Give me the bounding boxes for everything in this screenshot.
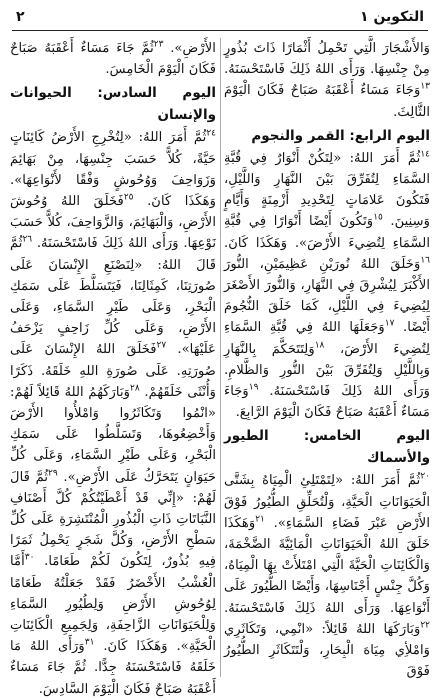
running-header xyxy=(12,8,428,31)
verse-text: الأَرْضِ». xyxy=(170,41,216,56)
verse-text: وَجَاءَ مَسَاءٌ أَعْقَبَهُ صَبَاحٌ فَكَانَ الْيَوْمَ الثَّالِثَ. xyxy=(224,83,430,120)
page-number: ٢ xyxy=(16,9,25,25)
verse-number: ١٧ xyxy=(384,319,395,330)
verse-paragraph xyxy=(224,38,430,123)
verse-text: وَرَأَى اللهُ مَا خَلَقَهُ فَاسْتَحْسَنَهُ جِدًّا. ثُمَّ جَاءَ مَسَاءٌ أَعْقَبَهُ صَبَاحٌ فَكَانَ الْيَوْمَ السَّادِسَ. xyxy=(10,639,216,697)
verse-paragraph xyxy=(224,148,430,424)
verse-number: ١٤ xyxy=(420,149,430,160)
verse-number: ١٦ xyxy=(420,255,430,266)
verse-number: ٣١ xyxy=(84,637,95,648)
verse-number: ٢٣ xyxy=(153,39,164,50)
verse-text: أَمَّا الْعُشْبُ الأَخْضَرُ فَقَدْ جَعَلْتُهُ طَعَامًا لِوُحُوشِ الأَرْضِ وَلِطُيُورِ السَّمَاءِ وَلِلْحَيَوَانَاتِ الزَّاحِفَةِ، وَلِجَمِيعِ الْكَائِنَاتِ الْحَيَّةِ». وَهَكَذَا كَانَ. xyxy=(10,554,216,655)
verse-text: فَخَلَقَ اللهُ وُحُوشَ الأَرْضِ، وَالْبَهَائِمَ، وَالزَّوَاحِفَ، كُلاًّ حَسَبَ نَوْعِهَا. وَرَأَى اللهُ ذَلِكَ فَاسْتَحْسَنَهُ. xyxy=(10,194,216,252)
verse-text: وَالأَشْجَارَ الَّتِي تَحْمِلُ أَثْمَارًا ذَاتَ بُذُورٍ مِنْ جِنْسِهَا. وَرَأَى اللهُ ذَلِكَ فَاسْتَحْسَنَهُ. xyxy=(224,41,430,78)
verse-number: ٢٢ xyxy=(420,620,430,631)
verse-number: ٢٧ xyxy=(156,341,167,352)
verse-paragraph xyxy=(10,38,216,80)
verse-text: ثُمَّ أَمَرَ اللهُ: «لِتَمْتَلِئِ الْمِيَاهُ بِشَتَّى الْحَيَوَانَاتِ الْحَيَّةِ، وَلْتُحَلِّقِ الطُّيُورُ فَوْقَ الأَرْضِ عَبْرَ فَضَاءِ السَّمَاءِ». xyxy=(224,473,430,531)
verse-number: ٢١ xyxy=(255,514,265,525)
verse-text: وَتَكُونَ أَيْضًا أَنْوَارًا فِي قُبَّةِ السَّمَاءِ لِتُضِيءَ الأَرْضَ». وَهَكَذَا كَانَ. xyxy=(224,214,430,251)
verse-number: ١٥ xyxy=(373,213,383,224)
verse-text: ثُمَّ أَمَرَ اللهُ: «لِتَكُنْ أَنْوَارٌ فِي قُبَّةِ السَّمَاءِ لِتُفَرِّقَ بَيْنَ النَّهَارِ وَاللَّيْلِ، فَتَكُونَ عَلامَاتٍ لِتَحْدِيدِ أَزْمِنَةٍ وَأَيَّامٍ وَسِنِينَ. xyxy=(224,150,430,230)
verse-number: ٢٦ xyxy=(22,235,33,246)
verse-number: ١٣ xyxy=(420,82,430,93)
verse-paragraph xyxy=(10,127,216,699)
verse-number: ١٨ xyxy=(314,340,325,351)
column-divider xyxy=(220,38,221,677)
verse-number: ٢٨ xyxy=(129,383,140,394)
verse-text: فَخَلَقَ اللهُ الإِنْسَانَ عَلَى صُورَتِهِ. عَلَى صُورَةِ اللهِ خَلَقَهُ. ذَكَرًا وَأُنْثَى خَلَقَهُمْ. xyxy=(10,342,216,400)
verse-text: وَجَعَلَهَا اللهُ فِي قُبَّةِ السَّمَاءِ لِتُضِيءَ الأَرْضَ، xyxy=(224,320,430,357)
verse-text: وَلِتَتَحَكَّمَ بِالنَّهَارِ وَبِاللَّيْلِ وَلِتُفَرِّقَ بَيْنَ النُّورِ وَالظَّلامِ. وَرَأَى اللهُ ذَلِكَ فَاسْتَحْسَنَهُ. xyxy=(224,341,430,400)
verse-text: وَخَلَقَ اللهُ نُورَيْنِ عَظِيمَيْنِ، النُّورَ الأَكْبَرَ لِيُشْرِقَ فِي النَّهَارِ، وَالنُّورَ الأَصْغَرَ لِيُضِيءَ فِي اللَّيْلِ، كَمَا خَلَقَ النُّجُومَ أَيْضًا. xyxy=(224,256,430,336)
book-chapter-title: التكوين ١ xyxy=(360,9,424,25)
section-heading: اليوم السادس: الحيوانات والإنسان xyxy=(10,85,216,124)
verse-text: وَهَكَذَا خَلَقَ اللهُ الْحَيَوَانَاتِ الْمَائِيَّةَ الضَّخْمَةَ، وَالْكَائِنَاتِ الْحَيَّةَ الَّتِي امْتَلأَتْ بِهَا الْمِيَاهُ، وَكُلَّ جِنْسٍ أَجْنَاسِهَا، وَأَيْضًا الطُّيُورَ عَلَى أَنْوَاعِهَا. وَرَأَى اللهُ ذَلِكَ فَاسْتَحْسَنَهُ. xyxy=(224,515,430,616)
verse-text: ثُمَّ أَمَرَ اللهُ: «لِتُخْرِجِ الأَرْضُ كَائِنَاتٍ حَيَّةً، كُلاًّ حَسَبَ جِنْسِهَا، مِنْ بَهَائِمَ وَزَوَاحِفَ وَوُحُوشٍ وَفْقًا لأَنْوَاعِهَا». وَهَكَذَا كَانَ. xyxy=(10,130,216,210)
verse-text: ثُمَّ جَاءَ مَسَاءٌ أَعْقَبَهُ صَبَاحٌ فَكَانَ الْيَوْمَ الْخَامِسَ. xyxy=(10,41,216,78)
verse-number: ٣٠ xyxy=(24,553,35,564)
verse-number: ٢٩ xyxy=(48,468,58,479)
verse-text: ثُمَّ قَالَ اللهُ: «لِنَصْنَعِ الإِنْسَانَ عَلَى صُورَتِنَا، كَمِثَالِنَا، فَيَتَسَلَّطَ عَلَى سَمَكِ الْبَحْرِ، وَعَلَى طَيْرِ السَّمَاءِ، وَعَلَى الأَرْضِ، وَعَلَى كُلِّ زَاحِفٍ يَزْحَفُ عَلَيْهَا». xyxy=(10,236,216,358)
verse-text: وَبَارَكَهَا اللهُ قَائِلاً: «انْمِي، وَتَكَاثَرِي وَامْلأِي مِيَاهَ الْبِحَارِ، وَلْتَتَكَاثَرِ الطُّيُورُ فَوْقَ xyxy=(224,621,430,680)
verse-number: ١٩ xyxy=(248,382,259,393)
verse-number: ٢٥ xyxy=(123,192,134,203)
verse-text: وَبَارَكَهُمُ اللهُ قَائِلاً لَهُمْ: «انْمُوا وَتَكَاثَرُوا وَامْلأُوا الأَرْضَ وَأَخْضِعُوهَا، وَتَسَلَّطُوا عَلَى سَمَكِ الْبَحْرِ، وَعَلَى طَيْرِ السَّمَاءِ، وَعَلَى كُلِّ حَيَوَانٍ يَتَحَرَّكُ عَلَى الأَرْضِ». xyxy=(10,384,216,485)
verse-number: ٢٤ xyxy=(206,129,216,140)
right-text-column xyxy=(224,38,430,680)
section-heading: اليوم الرابع: القمر والنجوم xyxy=(251,127,430,144)
section-heading: اليوم الخامس: الطيور والأسماك xyxy=(224,428,430,467)
verse-number: ٢٠ xyxy=(420,472,430,483)
verse-text: ثُمَّ قَالَ لَهُمْ: «إِنِّي قَدْ أَعْطَيْتُكُمْ كُلَّ أَصْنَافِ النَّبَاتَاتِ ذَاتِ الْبُذُورِ الْمُنْتَشِرَةِ عَلَى كُلِّ سَطْحِ الأَرْضِ، وَكُلَّ شَجَرٍ يَحْمِلُ ثَمَرًا فِيهِ بُذُورٌ، لِتَكُونَ لَكُمْ طَعَامًا. xyxy=(10,469,216,570)
left-text-column xyxy=(10,38,216,697)
verse-paragraph xyxy=(224,470,430,682)
verse-text: وَجَاءَ مَسَاءٌ أَعْقَبَهُ صَبَاحٌ فَكَانَ الْيَوْمَ الرَّابِعَ. xyxy=(224,384,430,421)
